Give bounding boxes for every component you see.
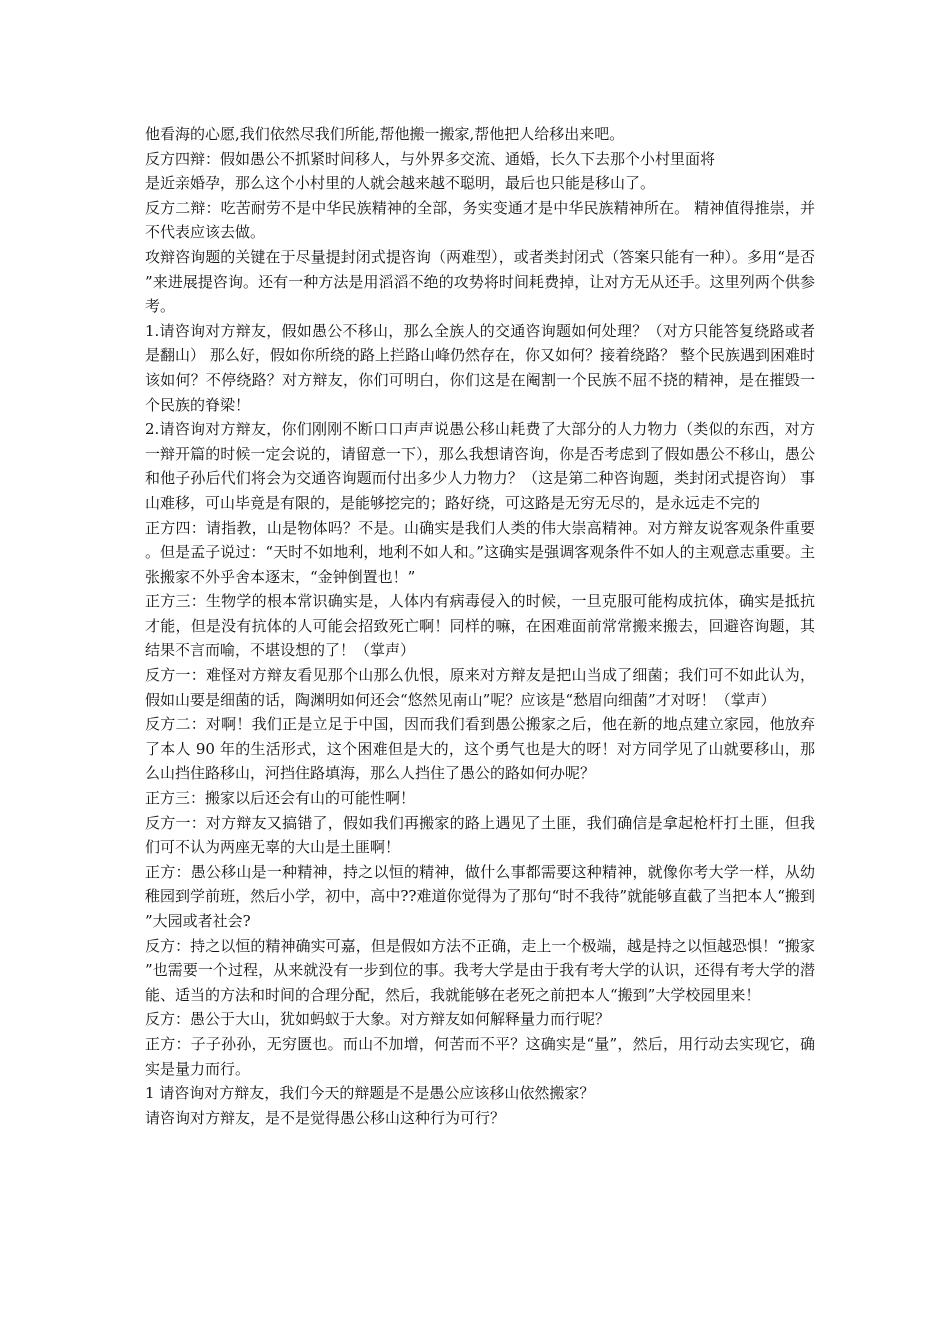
paragraph-15: 反方：持之以恒的精神确实可嘉，但是假如方法不正确，走上一个极端，越是持之以恒越恐惧！“搬家”也需要一个过程，从来就没有一步到位的事。我考大学是由于我有考大学的认识，还得有考大学的潜能、适当的方法和时间的合理分配，然后，我就能够在老死之前把本人“搬到”大学校园里来！ — [145, 936, 815, 1004]
paragraph-6: 1.请咨询对方辩友，假如愚公不移山，那么全族人的交通咨询题如何处理？（对方只能答复绕路或者是翻山） 那么好，假如你所绕的路上拦路山峰仍然存在，你又如何？接着绕路？ 整个民族遇到困难时该如何？不停绕路？对方辩友，你们可明白，你们这是在阉割一个民族不屈不挠的精神，是在摧毁一个民族的脊梁！ — [145, 321, 815, 414]
paragraph-19: 请咨询对方辩友，是不是觉得愚公移山这种行为可行？ — [145, 1108, 506, 1127]
paragraph-5: 攻辩咨询题的关键在于尽量提封闭式提咨询（两难型），或者类封闭式（答案只能有一种）。多用“是否”来进展提咨询。还有一种方法是用滔滔不绝的攻势将时间耗费掉，让对方无从还手。这里列两个供参考。 — [145, 247, 815, 316]
paragraph-3: 是近亲婚孕，那么这个小村里的人就会越来越不聪明，最后也只能是移山了。 — [145, 174, 656, 193]
paragraph-10: 反方一：难怪对方辩友看见那个山那么仇恨，原来对方辩友是把山当成了细菌；我们可不如此认为，假如山要是细菌的话，陶渊明如何还会“悠然见南山”呢？应该是“愁眉向细菌”才对呀！（掌声） — [145, 666, 815, 709]
paragraph-13: 反方一：对方辩友又搞错了，假如我们再搬家的路上遇见了土匪，我们确信是拿起枪杆打土匪，但我们可不认为两座无辜的大山是土匪啊！ — [145, 813, 815, 857]
paragraph-18: 1 请咨询对方辩友，我们今天的辩题是不是愚公应该移山依然搬家？ — [145, 1084, 595, 1103]
paragraph-2: 反方四辩：假如愚公不抓紧时间移人，与外界多交流、通婚，长久下去那个小村里面将 — [145, 149, 716, 168]
paragraph-17: 正方：子子孙孙，无穷匮也。而山不加增，何苦而不平？这确实是“量”，然后，用行动去实现它，确实是量力而行。 — [145, 1034, 815, 1078]
paragraph-12: 正方三：搬家以后还会有山的可能性啊！ — [145, 789, 416, 808]
paragraph-14: 正方：愚公移山是一种精神，持之以恒的精神，做什么事都需要这种精神，就像你考大学一样，从幼稚园到学前班，然后小学，初中，高中??难道你觉得为了那句“时不我待”就能够直截了当把本人“搬到”大园或者社会? — [145, 862, 815, 930]
paragraph-9: 正方三：生物学的根本常识确实是，人体内有病毒侵入的时候，一旦克服可能构成抗体，确实是抵抗才能，但是没有抗体的人可能会招致死亡啊！同样的嘛，在困难面前常常搬来搬去，回避咨询题，其结果不言而喻，不堪设想的了！（掌声） — [145, 592, 815, 660]
paragraph-16: 反方：愚公于大山，犹如蚂蚁于大象。对方辩友如何解释量力而行呢？ — [145, 1010, 611, 1029]
paragraph-4: 反方二辩：吃苦耐劳不是中华民族精神的全部，务实变通才是中华民族精神所在。 精神值得推崇，并不代表应该去做。 — [145, 198, 815, 242]
paragraph-7: 2.请咨询对方辩友，你们刚刚不断口口声声说愚公移山耗费了大部分的人力物力（类似的东西，对方一辩开篇的时候一定会说的，请留意一下），那么我想请咨询，你是否考虑到了假如愚公不移山，愚公和他子孙后代们将会为交通咨询题而付出多少人力物力？（这是第二种咨询题，类封闭式提咨询） 事山难移，可山毕竟是有限的，是能够挖完的；路好绕，可这路是无穷无尽的，是永远走不完的 — [145, 420, 815, 512]
paragraph-1: 他看海的心愿,我们依然尽我们所能,帮他搬一搬家,帮他把人给移出来吧。 — [145, 125, 625, 143]
paragraph-11: 反方二：对啊！我们正是立足于中国，因而我们看到愚公搬家之后，他在新的地点建立家园，他放弃了本人 90 年的生活形式，这个困难但是大的，这个勇气也是大的呀！对方同学见了山就要移山，那么山挡住路移山，河挡住路填海，那么人挡住了愚公的路如何办呢？ — [145, 715, 815, 783]
document-body — [145, 122, 815, 1130]
paragraph-8: 正方四：请指教，山是物体吗？不是。山确实是我们人类的伟大崇高精神。对方辩友说客观条件重要。但是孟子说过：“天时不如地利，地利不如人和。”这确实是强调客观条件不如人的主观意志重要。主张搬家不外乎舍本逐末，“金钟倒置也！” — [145, 518, 815, 586]
